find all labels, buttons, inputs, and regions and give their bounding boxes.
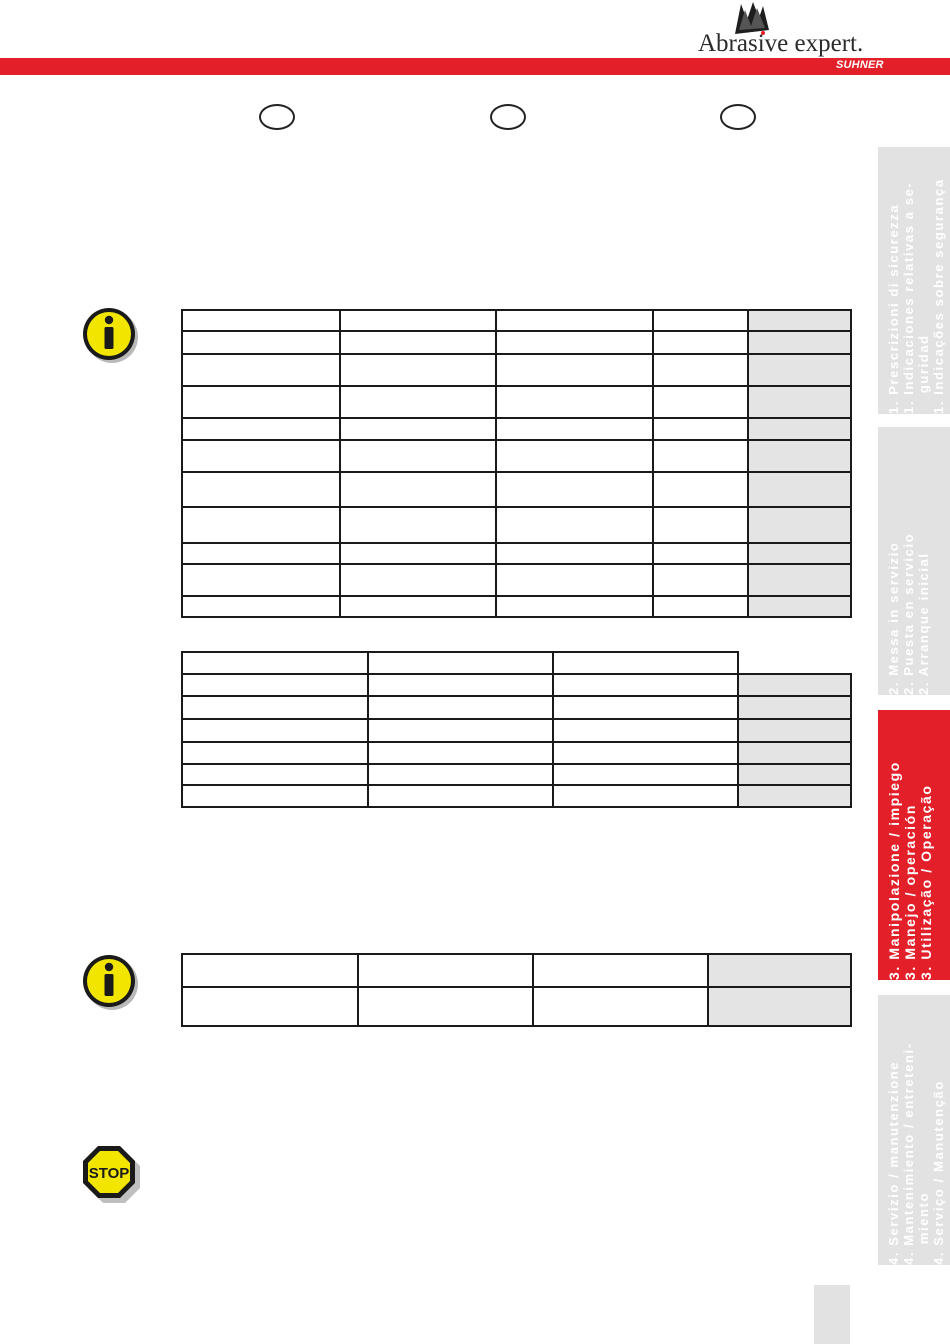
table-row (182, 440, 851, 472)
tab-operation-line-3: 3. Utilização / Operação (918, 784, 934, 980)
stop-icon (78, 1143, 140, 1205)
brand-logo: SUHNER (836, 59, 884, 71)
table-row (182, 564, 851, 596)
table-row (182, 674, 851, 696)
tab-maintenance-line-4: 4. Serviço / Manutenção (931, 1080, 946, 1265)
info-icon (79, 304, 141, 366)
table-row (182, 596, 851, 617)
table-row (182, 310, 851, 331)
table-row (182, 543, 851, 564)
table-row (182, 954, 851, 987)
tab-maintenance-line-3: miento (916, 1191, 931, 1265)
data-table-1 (181, 309, 852, 618)
table-row (182, 785, 851, 807)
circle-marker-1 (259, 104, 295, 130)
tab-startup-line-2: 2. Puesta en servicio (901, 532, 916, 695)
table-row (182, 987, 851, 1026)
tab-operation[interactable] (878, 710, 950, 980)
tab-startup-line-3: 2. Arranque inicial (916, 552, 931, 695)
table-row (182, 742, 851, 764)
table-row (182, 652, 851, 674)
tab-safety-line-3: guridad (916, 334, 931, 414)
company-tagline: Abrasive expert. (698, 30, 864, 57)
table-row (182, 354, 851, 386)
table-row (182, 386, 851, 418)
table-row (182, 331, 851, 354)
tab-maintenance-line-1: 4. Servizio / manutenzione (886, 1060, 901, 1265)
tab-maintenance[interactable] (878, 995, 950, 1265)
circle-marker-2 (490, 104, 526, 130)
tab-startup[interactable] (878, 427, 950, 695)
table-row (182, 418, 851, 440)
table-row (182, 507, 851, 543)
tab-safety[interactable] (878, 147, 950, 414)
table-row (182, 764, 851, 785)
table-row (182, 696, 851, 719)
table-row (182, 719, 851, 742)
stop-label: STOP (88, 1165, 130, 1182)
header-red-bar (0, 58, 950, 75)
tab-startup-line-1: 2. Messa in servizio (886, 541, 901, 695)
tab-safety-line-4: 1. Indicações sobre segurança (931, 178, 946, 414)
tab-safety-line-2: 1. Indicaciones relativas a se- (901, 181, 916, 414)
circle-marker-3 (720, 104, 756, 130)
tab-operation-line-2: 3. Manejo / operación (902, 804, 918, 980)
data-table-2 (181, 651, 852, 808)
table-row (182, 472, 851, 507)
data-table-3 (181, 953, 852, 1027)
info-icon (79, 951, 141, 1013)
tab-maintenance-line-2: 4. Mantenimiento / entreteni- (901, 1042, 916, 1265)
page-number-box (814, 1285, 850, 1344)
tab-safety-line-1: 1. Prescrizioni di sicurezza (886, 203, 901, 414)
tab-operation-line-1: 3. Manipolazione / impiego (886, 761, 902, 980)
